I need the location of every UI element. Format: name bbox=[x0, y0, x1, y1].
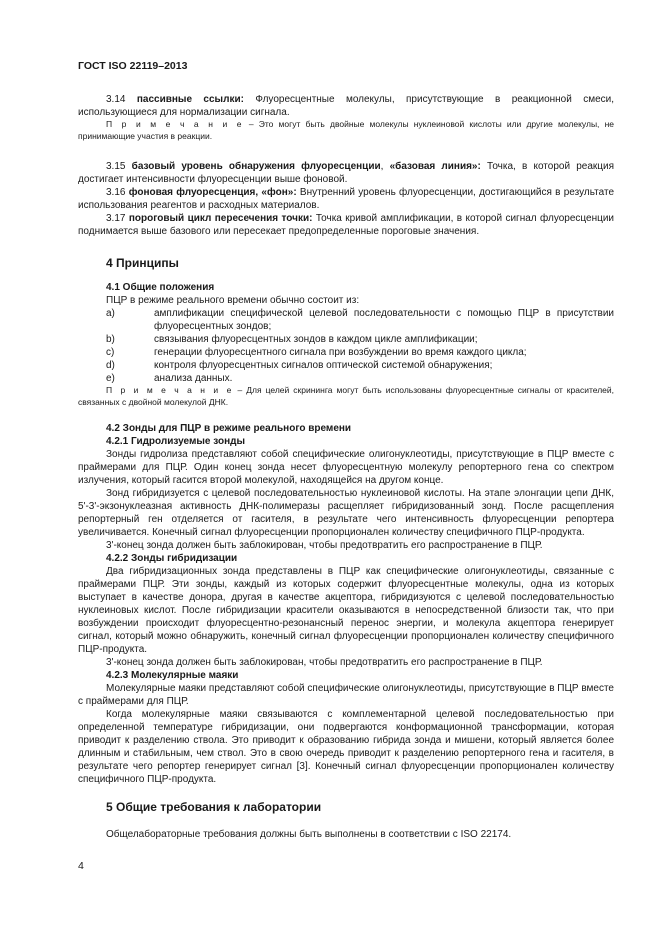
paragraph: Молекулярные маяки представляют собой специфические олигонуклеотиды, присутствующие в ПЦР вместе с праймерами для ПЦР. bbox=[78, 683, 614, 707]
paragraph: 3'-конец зонда должен быть заблокирован, чтобы предотвратить его распространение в ПЦР. bbox=[106, 540, 543, 551]
paragraph: Зонды гидролиза представляют собой специфические олигонуклеотиды, присутствующие в ПЦР вместе с праймерами для ПЦР. Один конец зонда несет флуоресцентную молекулу репортерного гена со спектром излучения, который гасится второй молекулой, находящейся на другом конце. bbox=[78, 449, 614, 486]
list-item: e) анализа данных. bbox=[106, 373, 233, 384]
paragraph: Два гибридизационных зонда представлены в ПЦР как специфические олигонуклеотиды, связанные с праймерами ПЦР. Эти зонды, каждый из которых содержит флуоресцентные молекулы, одна из которых выступает в качестве донора, другая в качестве акцептора, гибридизуются с целевой последовательностью нуклеиновых кислот. После гибридизации красители оказываются в непосредственной близости так, что при возбуждении происходит флуоресцентно-резонансный перенос энергии, и молекула акцептора генерирует сигнал, который можно обнаружить, конечный сигнал флуоресценции пропорционален количеству специфичного ПЦР-продукта. bbox=[78, 566, 614, 655]
definition-3-14: 3.14 пассивные ссылки: Флуоресцентные молекулы, присутствующие в реакционной смеси, использующиеся для нормализации сигнала. bbox=[78, 94, 615, 118]
paragraph: 3'-конец зонда должен быть заблокирован, чтобы предотвратить его распространение в ПЦР. bbox=[106, 657, 543, 668]
principles-list bbox=[78, 307, 614, 385]
section-4-2-3-title: 4.2.3 Молекулярные маяки bbox=[106, 670, 239, 681]
page-number: 4 bbox=[78, 860, 84, 872]
section-4-2-1-title: 4.2.1 Гидролизуемые зонды bbox=[106, 436, 246, 447]
note-4-1: П р и м е ч а н и е – Для целей скрининга могут быть использованы флуоресцентные сигналы от красителей, связанных с двойной молекулой ДНК. bbox=[78, 385, 614, 407]
document-page bbox=[78, 60, 614, 841]
section-4-2-2-title: 4.2.2 Зонды гибридизации bbox=[106, 553, 238, 564]
section-5-title: 5 Общие требования к лаборатории bbox=[106, 800, 322, 814]
definition-3-15: 3.15 базовый уровень обнаружения флуоресценции, «базовая линия»: Точка, в которой реакция достигает интенсивности флуоресценции выше фоновой. bbox=[78, 161, 614, 185]
section-4-1-intro: ПЦР в режиме реального времени обычно состоит из: bbox=[106, 295, 360, 306]
definition-3-16: 3.16 фоновая флуоресценция, «фон»: Внутренний уровень флуоресценции, достигающийся в результате использования реагентов и расходных материалов. bbox=[78, 187, 615, 211]
paragraph: Когда молекулярные маяки связываются с комплементарной целевой последовательностью при определенной температуре гибридизации, они подвергаются конформационной трансформации, которая приводит к разделению ствола. Это приводит к образованию гибрида зонда и мишени, который является более длинным и стабильным, чем ствол. Это в свою очередь приводит к разделению репортерного гена и гасителя, в результате чего репортер генерирует сигнал [3]. Конечный сигнал флуоресценции пропорционален количеству специфичного ПЦР-продукта. bbox=[78, 709, 614, 785]
list-item: a) амплификации специфической целевой последовательности с помощью ПЦР в присутствии флуоресцентных зондов; bbox=[106, 308, 614, 332]
note-3-14: П р и м е ч а н и е – Это могут быть двойные молекулы нуклеиновой кислоты или другие молекулы, не принимающие участия в реакции. bbox=[78, 119, 614, 141]
list-item: b) связывания флуоресцентных зондов в каждом цикле амплификации; bbox=[106, 334, 478, 345]
section-4-title: 4 Принципы bbox=[106, 256, 179, 270]
document-header: ГОСТ ISO 22119–2013 bbox=[78, 60, 188, 72]
definition-3-17: 3.17 пороговый цикл пересечения точки: Точка кривой амплификации, в которой сигнал флуоресценции поднимается выше базового или пересекает предопределенные пороговые значения. bbox=[78, 213, 614, 237]
paragraph: Зонд гибридизуется с целевой последовательностью нуклеиновой кислоты. На этапе элонгации цепи ДНК, 5'-3'-экзонуклеазная активность ДНК-полимеразы расщепляет гибридизованный зонд. После расщепления репортерный ген отделяется от гасителя, в результате чего интенсивность флуоресценции репортера увеличивается. Конечный сигнал флуоресценции пропорционален количеству специфичного ПЦР-продукта. bbox=[78, 488, 614, 538]
section-4-1-title: 4.1 Общие положения bbox=[106, 282, 215, 293]
list-item: d) контроля флуоресцентных сигналов оптической системой обнаружения; bbox=[106, 360, 493, 371]
paragraph: Общелабораторные требования должны быть выполнены в соответствии с ISO 22174. bbox=[106, 829, 512, 840]
list-item: c) генерации флуоресцентного сигнала при возбуждении во время каждого цикла; bbox=[106, 347, 527, 358]
section-4-2-title: 4.2 Зонды для ПЦР в режиме реального времени bbox=[106, 423, 352, 434]
